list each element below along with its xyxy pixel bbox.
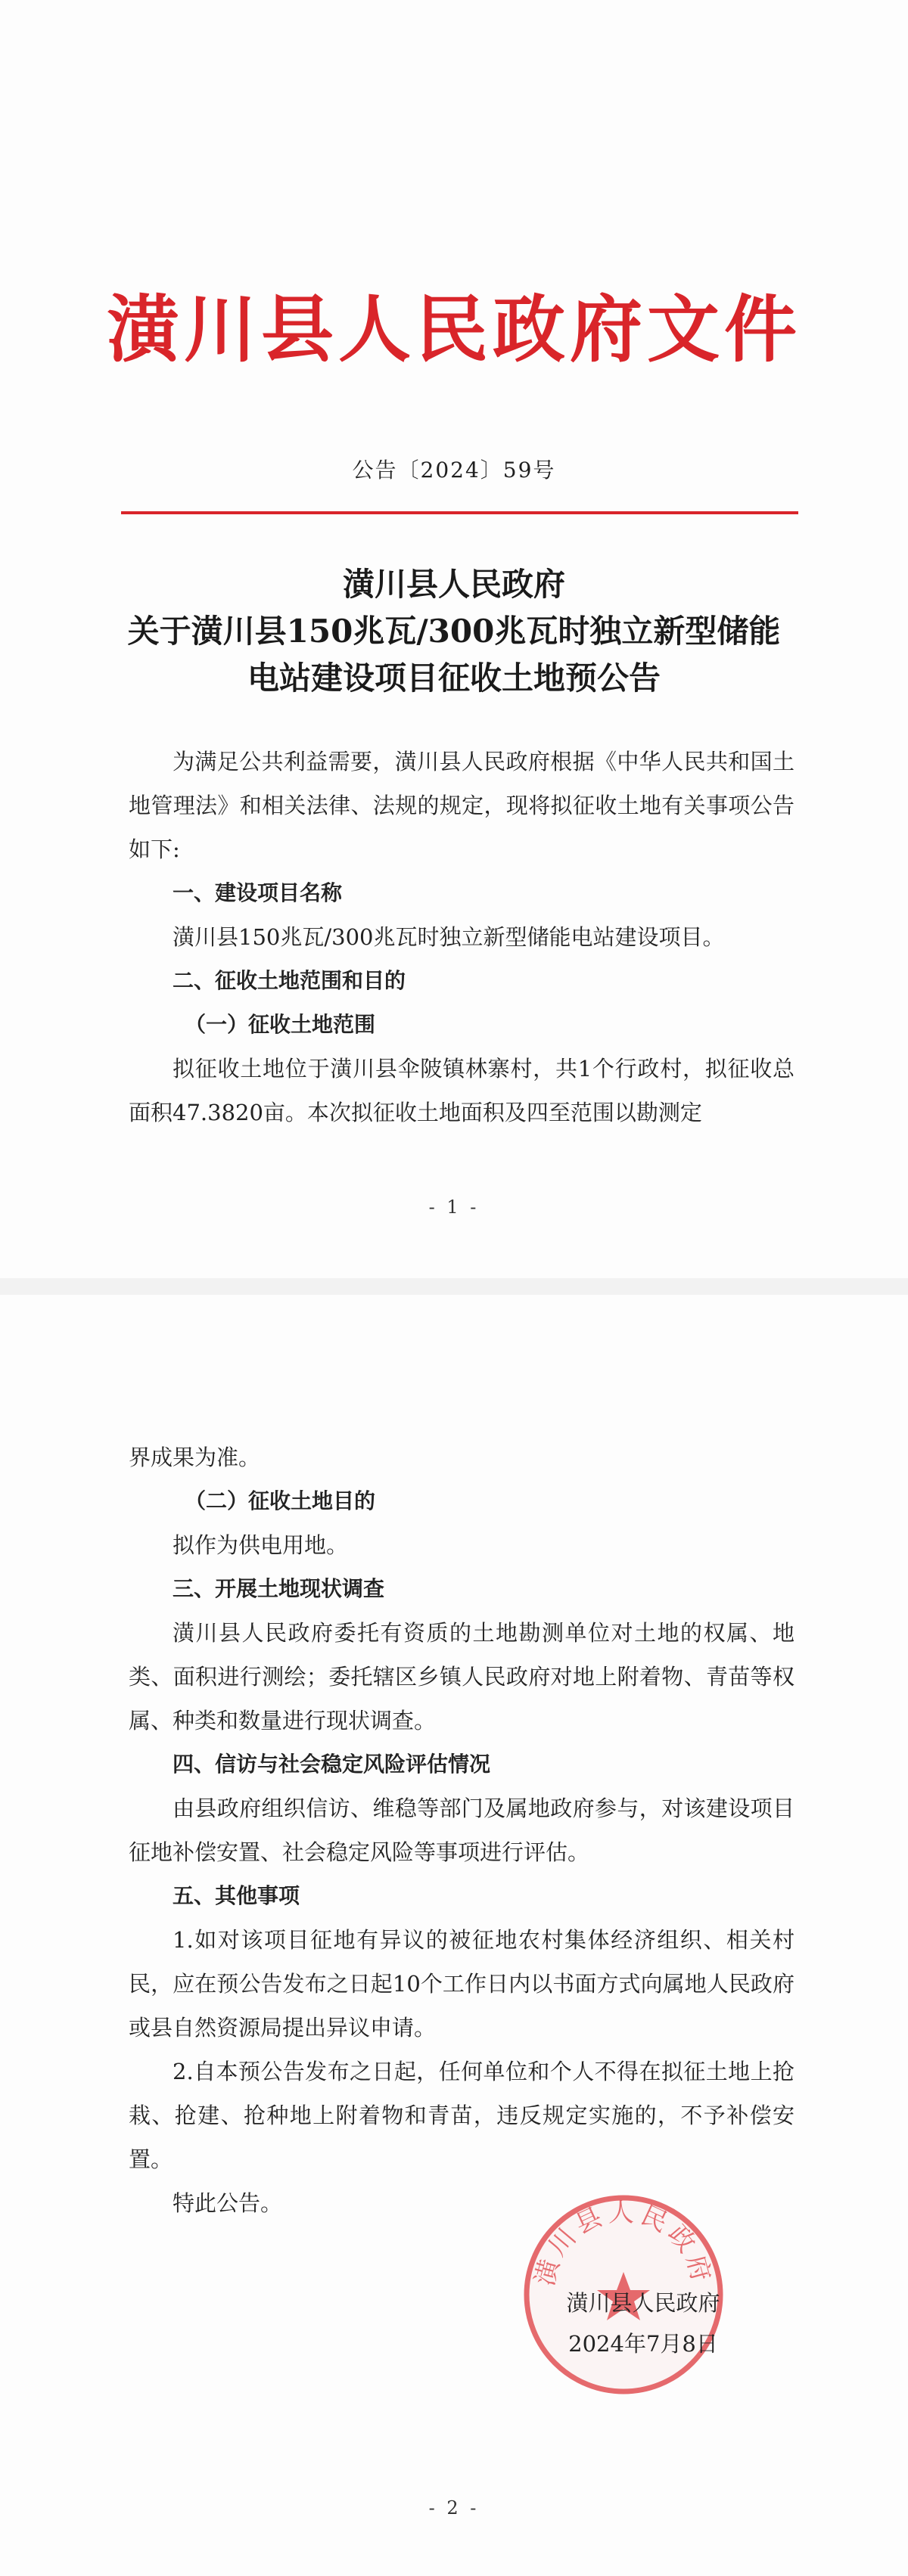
section-4-heading: 四、信访与社会稳定风险评估情况 xyxy=(173,1752,491,1777)
section-5-heading: 五、其他事项 xyxy=(173,1883,300,1908)
section-5-item-1: 1.如对该项目征地有异议的被征地农村集体经济组织、相关村民，应在预公告发布之日起10个工作日内以书面方式向属地人民政府或县自然资源局提出异议申请。 xyxy=(129,1927,794,2041)
page-number-2: - 2 - xyxy=(428,2497,480,2519)
document-page-1 xyxy=(0,0,908,1278)
section-2-subheading-1: （一）征收土地范围 xyxy=(185,1012,376,1037)
notice-title xyxy=(0,561,908,702)
signature-date: 2024年7月8日 xyxy=(568,2331,718,2357)
section-1-heading: 一、建设项目名称 xyxy=(173,880,343,905)
section-2-heading: 二、征收土地范围和目的 xyxy=(173,968,406,993)
notice-title-line-2: 关于潢川县150兆瓦/300兆瓦时独立新型储能 xyxy=(127,613,781,650)
section-1-text: 潢川县150兆瓦/300兆瓦时独立新型储能电站建设项目。 xyxy=(173,924,725,950)
seal-text: 潢川县人民政府 xyxy=(530,2197,717,2289)
signature-organization: 潢川县人民政府 xyxy=(566,2290,720,2316)
document-header-title: 潢川县人民政府文件 xyxy=(107,287,801,372)
closing-text: 特此公告。 xyxy=(173,2190,283,2216)
section-3-text: 潢川县人民政府委托有资质的土地勘测单位对土地的权属、地类、面积进行测绘；委托辖区乡镇人民政府对地上附着物、青苗等权属、种类和数量进行现状调查。 xyxy=(129,1620,794,1733)
page-1-body xyxy=(129,740,794,1134)
section-4-text: 由县政府组织信访、维稳等部门及属地政府参与，对该建设项目征地补偿安置、社会稳定风险等事项进行评估。 xyxy=(129,1795,794,1865)
section-5-item-2: 2.自本预公告发布之日起，任何单位和个人不得在拟征土地上抢栽、抢建、抢种地上附着物和青苗，违反规定实施的，不予补偿安置。 xyxy=(129,2059,794,2172)
document-number: 公告〔2024〕59号 xyxy=(352,458,556,483)
signature-block xyxy=(530,2283,757,2364)
page-2-body xyxy=(129,1435,794,2225)
section-2-subheading-2: （二）征收土地目的 xyxy=(185,1488,376,1513)
continuation-text: 界成果为准。 xyxy=(129,1445,261,1470)
intro-paragraph: 为满足公共利益需要，潢川县人民政府根据《中华人民共和国土地管理法》和相关法律、法规的规定，现将拟征收土地有关事项公告如下: xyxy=(129,749,794,862)
section-2-sub-1-text: 拟征收土地位于潢川县伞陂镇林寨村，共1个行政村，拟征收总面积47.3820亩。本次拟征收土地面积及四至范围以勘测定 xyxy=(129,1056,794,1125)
notice-title-line-3: 电站建设项目征收土地预公告 xyxy=(247,660,661,697)
page-separator xyxy=(0,1278,908,1295)
notice-title-line-1: 潢川县人民政府 xyxy=(342,566,565,603)
section-3-heading: 三、开展土地现状调查 xyxy=(173,1576,385,1601)
section-2-sub-2-text: 拟作为供电用地。 xyxy=(173,1532,349,1558)
page-number-1: - 1 - xyxy=(428,1196,480,1218)
header-red-rule xyxy=(121,511,798,514)
